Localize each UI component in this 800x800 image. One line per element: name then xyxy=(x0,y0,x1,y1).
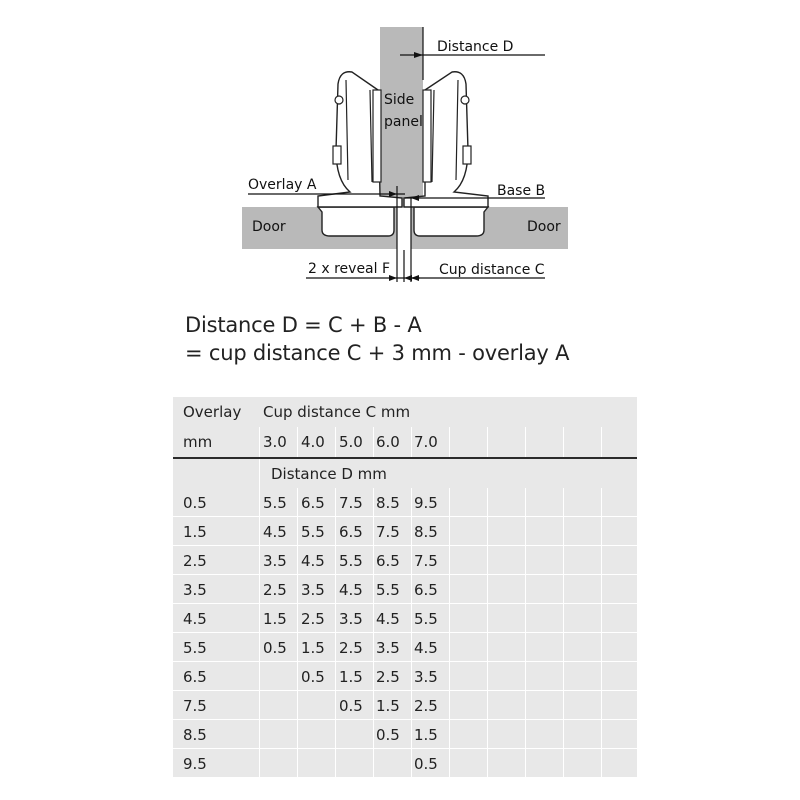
column-divider xyxy=(259,459,260,488)
distance-value: 5.5 xyxy=(376,580,400,599)
column-divider xyxy=(411,691,412,720)
distance-value: 4.5 xyxy=(263,522,287,541)
table-row xyxy=(173,575,637,604)
column-divider xyxy=(487,575,488,604)
table-row xyxy=(173,749,637,778)
column-divider xyxy=(487,427,488,457)
column-divider xyxy=(601,662,602,691)
overlay-value: 9.5 xyxy=(183,754,207,773)
column-divider xyxy=(449,604,450,633)
column-divider xyxy=(563,427,564,457)
distance-value: 1.5 xyxy=(376,696,400,715)
column-divider xyxy=(601,720,602,749)
column-divider xyxy=(335,662,336,691)
column-divider xyxy=(525,575,526,604)
table-row xyxy=(173,691,637,720)
overlay-value: 3.5 xyxy=(183,580,207,599)
column-divider xyxy=(601,604,602,633)
row-divider xyxy=(173,777,637,778)
distance-value: 0.5 xyxy=(376,725,400,744)
column-divider xyxy=(525,691,526,720)
distance-value: 5.5 xyxy=(301,522,325,541)
label-cup-distance-c: Cup distance C xyxy=(439,262,545,278)
column-divider xyxy=(601,517,602,546)
column-divider xyxy=(335,720,336,749)
distance-value: 3.5 xyxy=(301,580,325,599)
column-divider xyxy=(259,749,260,778)
column-divider xyxy=(297,604,298,633)
distance-value: 4.5 xyxy=(414,638,438,657)
label-side-panel-2: panel xyxy=(384,114,423,130)
mounting-plate-left xyxy=(373,90,381,182)
column-divider xyxy=(373,575,374,604)
screw-left-top xyxy=(335,96,343,104)
column-divider xyxy=(601,427,602,457)
column-divider xyxy=(259,575,260,604)
column-divider xyxy=(525,662,526,691)
column-divider xyxy=(373,662,374,691)
column-divider xyxy=(411,488,412,517)
overlay-value: 1.5 xyxy=(183,522,207,541)
column-divider xyxy=(601,633,602,662)
table-row xyxy=(173,720,637,749)
column-divider xyxy=(373,488,374,517)
distance-value: 5.5 xyxy=(339,551,363,570)
column-divider xyxy=(487,604,488,633)
column-divider xyxy=(449,720,450,749)
column-divider xyxy=(563,633,564,662)
column-divider xyxy=(411,720,412,749)
column-divider xyxy=(487,633,488,662)
column-divider xyxy=(297,427,298,457)
distance-value: 7.5 xyxy=(339,493,363,512)
column-divider xyxy=(297,662,298,691)
column-divider xyxy=(373,633,374,662)
screw-right-top xyxy=(461,96,469,104)
column-divider xyxy=(487,546,488,575)
header-overlay: Overlay xyxy=(183,403,242,421)
table-row xyxy=(173,662,637,691)
column-divider xyxy=(449,546,450,575)
column-divider xyxy=(563,604,564,633)
column-divider xyxy=(563,691,564,720)
column-divider xyxy=(487,517,488,546)
column-divider xyxy=(449,427,450,457)
column-divider xyxy=(335,575,336,604)
column-divider xyxy=(373,427,374,457)
distance-value: 3.5 xyxy=(414,667,438,686)
column-divider xyxy=(297,546,298,575)
table-body xyxy=(173,488,637,778)
column-divider xyxy=(297,488,298,517)
distance-value: 2.5 xyxy=(263,580,287,599)
column-divider xyxy=(297,633,298,662)
mounting-plate-right xyxy=(423,90,431,182)
cup-value: 3.0 xyxy=(263,433,287,451)
table-header-row-1 xyxy=(173,397,637,427)
column-divider xyxy=(525,488,526,517)
table-subheader-row xyxy=(173,459,637,488)
column-divider xyxy=(525,546,526,575)
cup-value: 5.0 xyxy=(339,433,363,451)
column-divider xyxy=(297,517,298,546)
column-divider xyxy=(259,427,260,457)
distance-value: 6.5 xyxy=(376,551,400,570)
distance-value: 3.5 xyxy=(376,638,400,657)
label-base-b: Base B xyxy=(497,183,546,199)
column-divider xyxy=(525,604,526,633)
column-divider xyxy=(487,488,488,517)
overlay-value: 0.5 xyxy=(183,493,207,512)
distance-value: 3.5 xyxy=(263,551,287,570)
label-overlay-a: Overlay A xyxy=(248,177,317,193)
column-divider xyxy=(449,517,450,546)
overlay-value: 7.5 xyxy=(183,696,207,715)
column-divider xyxy=(335,749,336,778)
column-divider xyxy=(259,546,260,575)
distance-value: 6.5 xyxy=(301,493,325,512)
column-divider xyxy=(411,546,412,575)
column-divider xyxy=(259,662,260,691)
distance-value: 4.5 xyxy=(339,580,363,599)
column-divider xyxy=(259,488,260,517)
column-divider xyxy=(449,662,450,691)
table-row xyxy=(173,546,637,575)
column-divider xyxy=(259,691,260,720)
cup-value: 7.0 xyxy=(414,433,438,451)
column-divider xyxy=(487,749,488,778)
column-divider xyxy=(563,575,564,604)
cup-value: 6.0 xyxy=(376,433,400,451)
column-divider xyxy=(373,604,374,633)
formula-line-2: = cup distance C + 3 mm - overlay A xyxy=(185,341,570,365)
column-divider xyxy=(373,749,374,778)
formula-line-1: Distance D = C + B - A xyxy=(185,313,422,337)
screw-left-side xyxy=(333,146,341,164)
distance-value: 0.5 xyxy=(339,696,363,715)
column-divider xyxy=(411,604,412,633)
distance-value: 2.5 xyxy=(339,638,363,657)
header-cup-distance: Cup distance C mm xyxy=(263,403,411,421)
column-divider xyxy=(449,575,450,604)
distance-value: 1.5 xyxy=(301,638,325,657)
column-divider xyxy=(525,720,526,749)
column-divider xyxy=(487,662,488,691)
column-divider xyxy=(601,691,602,720)
screw-right-side xyxy=(463,146,471,164)
overlay-value: 8.5 xyxy=(183,725,207,744)
column-divider xyxy=(411,662,412,691)
column-divider xyxy=(335,546,336,575)
distance-value: 5.5 xyxy=(414,609,438,628)
distance-value: 2.5 xyxy=(376,667,400,686)
distance-value: 5.5 xyxy=(263,493,287,512)
column-divider xyxy=(449,749,450,778)
column-divider xyxy=(411,427,412,457)
column-divider xyxy=(335,691,336,720)
column-divider xyxy=(525,633,526,662)
column-divider xyxy=(563,517,564,546)
distance-value: 1.5 xyxy=(339,667,363,686)
column-divider xyxy=(297,575,298,604)
column-divider xyxy=(449,633,450,662)
column-divider xyxy=(449,691,450,720)
table-header-row-2 xyxy=(173,427,637,459)
column-divider xyxy=(373,720,374,749)
distance-value: 2.5 xyxy=(301,609,325,628)
column-divider xyxy=(601,546,602,575)
label-door-right: Door xyxy=(527,219,561,235)
distance-value: 0.5 xyxy=(301,667,325,686)
column-divider xyxy=(335,517,336,546)
column-divider xyxy=(601,575,602,604)
column-divider xyxy=(411,517,412,546)
distance-value: 4.5 xyxy=(301,551,325,570)
column-divider xyxy=(259,604,260,633)
header-mm: mm xyxy=(183,433,213,451)
label-side-panel-1: Side xyxy=(384,92,415,108)
hinge-cup-right xyxy=(414,207,488,236)
column-divider xyxy=(487,691,488,720)
overlay-value: 4.5 xyxy=(183,609,207,628)
overlay-value: 2.5 xyxy=(183,551,207,570)
column-divider xyxy=(563,720,564,749)
column-divider xyxy=(297,749,298,778)
column-divider xyxy=(449,488,450,517)
hinge-diagram xyxy=(0,0,800,300)
distance-value: 9.5 xyxy=(414,493,438,512)
cup-value: 4.0 xyxy=(301,433,325,451)
column-divider xyxy=(411,575,412,604)
column-divider xyxy=(373,691,374,720)
column-divider xyxy=(335,633,336,662)
distance-value: 6.5 xyxy=(414,580,438,599)
column-divider xyxy=(373,546,374,575)
table-row xyxy=(173,488,637,517)
column-divider xyxy=(525,517,526,546)
table-row xyxy=(173,633,637,662)
column-divider xyxy=(259,633,260,662)
table-row xyxy=(173,604,637,633)
column-divider xyxy=(297,720,298,749)
label-distance-d: Distance D xyxy=(437,39,514,55)
distance-table xyxy=(173,397,637,778)
column-divider xyxy=(525,427,526,457)
column-divider xyxy=(373,517,374,546)
distance-value: 8.5 xyxy=(376,493,400,512)
subheader-distance-d: Distance D mm xyxy=(271,464,387,483)
column-divider xyxy=(601,749,602,778)
column-divider xyxy=(259,517,260,546)
column-divider xyxy=(297,691,298,720)
distance-value: 1.5 xyxy=(414,725,438,744)
table-row xyxy=(173,517,637,546)
column-divider xyxy=(563,749,564,778)
column-divider xyxy=(335,488,336,517)
column-divider xyxy=(411,633,412,662)
distance-value: 2.5 xyxy=(414,696,438,715)
column-divider xyxy=(335,427,336,457)
label-reveal-f: 2 x reveal F xyxy=(308,261,391,277)
column-divider xyxy=(335,604,336,633)
column-divider xyxy=(411,749,412,778)
distance-value: 8.5 xyxy=(414,522,438,541)
distance-value: 6.5 xyxy=(339,522,363,541)
hinge-cup-left xyxy=(318,207,394,236)
distance-value: 7.5 xyxy=(376,522,400,541)
column-divider xyxy=(563,662,564,691)
distance-value: 0.5 xyxy=(414,754,438,773)
distance-value: 4.5 xyxy=(376,609,400,628)
column-divider xyxy=(525,749,526,778)
column-divider xyxy=(563,488,564,517)
distance-value: 3.5 xyxy=(339,609,363,628)
column-divider xyxy=(487,720,488,749)
label-door-left: Door xyxy=(252,219,286,235)
column-divider xyxy=(601,488,602,517)
distance-value: 7.5 xyxy=(414,551,438,570)
column-divider xyxy=(259,720,260,749)
column-divider xyxy=(563,546,564,575)
distance-value: 0.5 xyxy=(263,638,287,657)
distance-value: 1.5 xyxy=(263,609,287,628)
overlay-value: 6.5 xyxy=(183,667,207,686)
overlay-value: 5.5 xyxy=(183,638,207,657)
